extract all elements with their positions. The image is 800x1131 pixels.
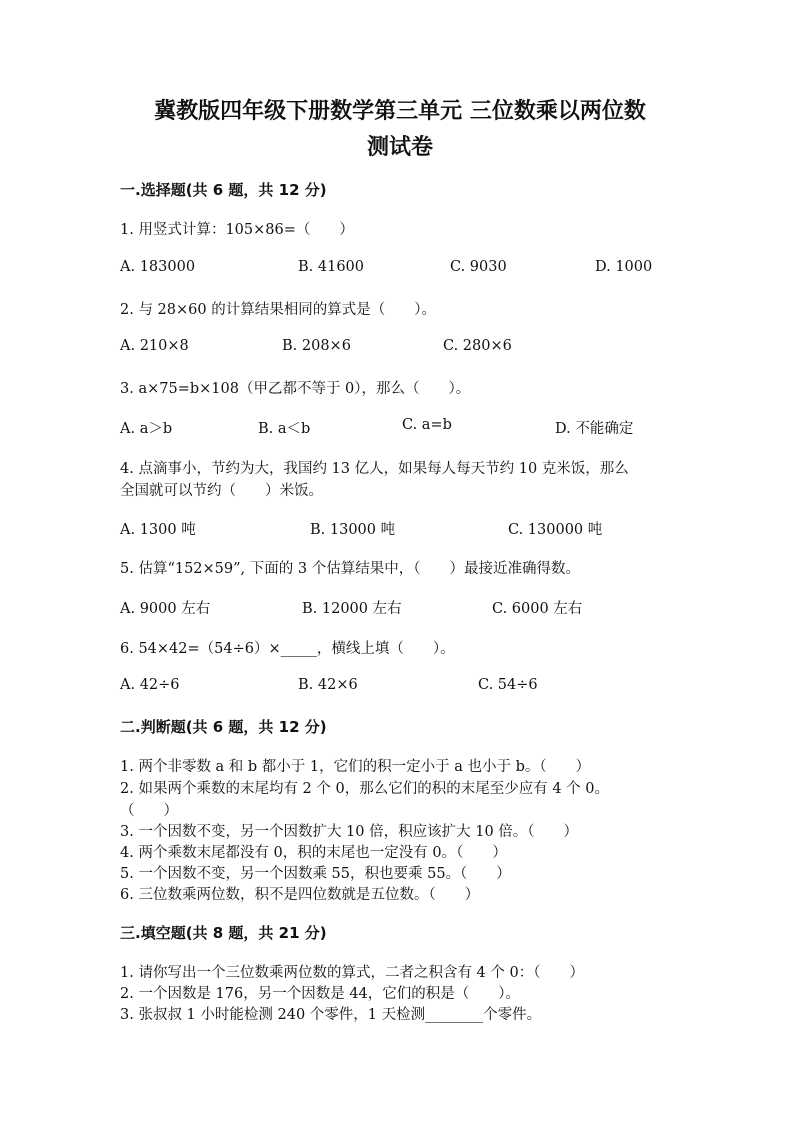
question-6-option-c: C. 54÷6 [478, 677, 538, 693]
question-1-option-a: A. 183000 [120, 259, 196, 275]
question-5-stem: 5. 估算“152×59”, 下面的 3 个估算结果中，（ ）最接近准确得数。 [120, 561, 580, 577]
fill-blank-item-1: 1. 请你写出一个三位数乘两位数的算式，二者之积含有 4 个 0：（ ） [120, 965, 584, 981]
fill-blank-item-2: 2. 一个因数是 176，另一个因数是 44，它们的积是（ ）。 [120, 986, 521, 1002]
section-heading-judgement: 二.判断题(共 6 题，共 12 分) [120, 718, 327, 736]
question-4-option-a: A. 1300 吨 [120, 522, 196, 538]
question-5-option-b: B. 12000 左右 [302, 601, 402, 617]
judgement-item-2: 2. 如果两个乘数的末尾均有 2 个 0，那么它们的积的末尾至少应有 4 个 0。 [120, 781, 609, 797]
question-2-stem: 2. 与 28×60 的计算结果相同的算式是（ ）。 [120, 302, 436, 318]
question-4-option-c: C. 130000 吨 [508, 522, 603, 538]
question-6-option-b: B. 42×6 [298, 677, 358, 693]
question-3-option-b: B. a＜b [258, 421, 311, 437]
question-2-option-b: B. 208×6 [282, 338, 351, 354]
question-4-stem-line-1: 4. 点滴事小，节约为大，我国约 13 亿人，如果每人每天节约 10 克米饭，那么 [120, 461, 629, 477]
question-3-option-a: A. a＞b [120, 421, 173, 437]
question-2-option-c: C. 280×6 [443, 338, 512, 354]
question-1-option-d: D. 1000 [595, 259, 653, 275]
question-4-stem-line-2: 全国就可以节约（ ）米饭。 [120, 483, 323, 499]
question-3-stem: 3. a×75=b×108（甲乙都不等于 0），那么（ ）。 [120, 381, 471, 397]
judgement-item-2-bracket: （ ） [120, 803, 178, 819]
question-3-option-d: D. 不能确定 [555, 421, 634, 437]
section-heading-fill-blank: 三.填空题(共 8 题，共 21 分) [120, 924, 327, 942]
question-3-option-c: C. a=b [402, 417, 452, 433]
judgement-item-6: 6. 三位数乘两位数，积不是四位数就是五位数。（ ） [120, 887, 480, 903]
question-1-stem: 1. 用竖式计算：105×86=（ ） [120, 222, 354, 238]
judgement-item-3: 3. 一个因数不变，另一个因数扩大 10 倍，积应该扩大 10 倍。（ ） [120, 824, 579, 840]
document-title-line-1: 冀教版四年级下册数学第三单元 三位数乘以两位数 [154, 99, 646, 124]
document-title-line-2: 测试卷 [366, 135, 433, 160]
question-1-option-c: C. 9030 [450, 259, 507, 275]
question-5-option-a: A. 9000 左右 [120, 601, 211, 617]
question-6-stem: 6. 54×42=（54÷6）×_____，横线上填（ ）。 [120, 641, 455, 657]
fill-blank-item-3: 3. 张叔叔 1 小时能检测 240 个零件，1 天检测________个零件。 [120, 1007, 542, 1023]
question-5-option-c: C. 6000 左右 [492, 601, 583, 617]
judgement-item-5: 5. 一个因数不变，另一个因数乘 55，积也要乘 55。（ ） [120, 866, 511, 882]
judgement-item-1: 1. 两个非零数 a 和 b 都小于 1，它们的积一定小于 a 也小于 b。（ ） [120, 759, 591, 775]
question-2-option-a: A. 210×8 [120, 338, 189, 354]
section-heading-choice: 一.选择题(共 6 题，共 12 分) [120, 181, 327, 199]
judgement-item-4: 4. 两个乘数末尾都没有 0，积的末尾也一定没有 0。（ ） [120, 845, 507, 861]
question-1-option-b: B. 41600 [298, 259, 365, 275]
question-6-option-a: A. 42÷6 [120, 677, 180, 693]
question-4-option-b: B. 13000 吨 [310, 522, 396, 538]
